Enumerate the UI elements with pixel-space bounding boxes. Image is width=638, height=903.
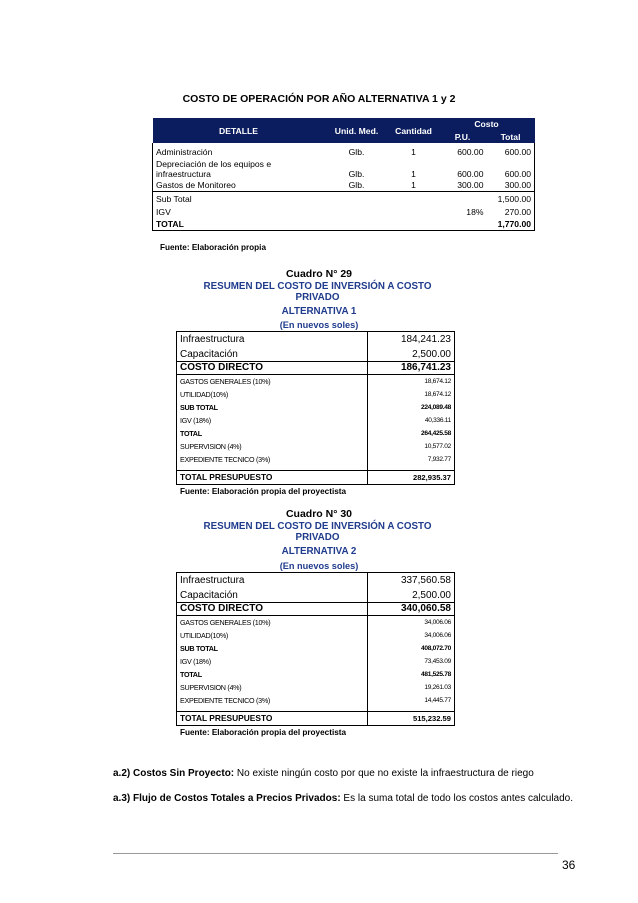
table-row bbox=[153, 179, 535, 191]
cuadro29-subtitle-line: RESUMEN DEL COSTO DE INVERSIÓN A COSTO bbox=[203, 281, 432, 292]
header-unid-med: Unid. Med. bbox=[325, 118, 389, 143]
cuadro30-subtitle-line: RESUMEN DEL COSTO DE INVERSIÓN A COSTO bbox=[203, 521, 432, 532]
header-costo: Costo bbox=[439, 118, 535, 130]
row-detalle: Gastos de Monitoreo bbox=[153, 179, 325, 191]
detail-value: 481,525.78 bbox=[367, 668, 454, 681]
row-detalle-line: Depreciación de los equipos e bbox=[156, 159, 272, 169]
directo-label: COSTO DIRECTO bbox=[177, 603, 368, 616]
cuadro30-units: (En nuevos soles) bbox=[279, 561, 359, 571]
cuadro30-subtitle bbox=[190, 521, 445, 543]
detail-value: 34,006.06 bbox=[367, 616, 454, 630]
table-row bbox=[177, 573, 455, 588]
row-unid: Glb. bbox=[348, 169, 365, 179]
detail-value: 408,072.70 bbox=[367, 642, 454, 655]
igv-row bbox=[153, 205, 535, 218]
row-unid: Glb. bbox=[348, 179, 365, 190]
table-row bbox=[177, 453, 455, 466]
table-row bbox=[177, 375, 455, 389]
igv-value: 270.00 bbox=[487, 205, 535, 218]
table-row bbox=[177, 642, 455, 655]
cuadro29-subtitle-line: PRIVADO bbox=[295, 292, 340, 303]
cuadro29-alternative: ALTERNATIVA 1 bbox=[281, 306, 357, 317]
total-value: 1,770.00 bbox=[487, 218, 535, 230]
detail-label: TOTAL bbox=[180, 670, 202, 679]
detail-label: SUB TOTAL bbox=[180, 403, 218, 412]
cuadro29-title: Cuadro N° 29 bbox=[285, 268, 353, 280]
detail-label: TOTAL bbox=[180, 429, 202, 438]
table-row bbox=[177, 388, 455, 401]
total-row bbox=[153, 218, 535, 230]
infra-label: Infraestructura bbox=[180, 334, 245, 345]
detail-value: 40,336.11 bbox=[367, 414, 454, 427]
row-total: 600.00 bbox=[487, 143, 535, 157]
footer-rule bbox=[113, 853, 558, 854]
detail-value: 264,425.58 bbox=[367, 427, 454, 440]
infra-label: Infraestructura bbox=[180, 575, 245, 586]
row-total: 600.00 bbox=[487, 157, 535, 179]
total-presupuesto-label: TOTAL PRESUPUESTO bbox=[177, 471, 368, 485]
subtotal-label: Sub Total bbox=[153, 191, 325, 205]
row-detalle-line: infraestructura bbox=[156, 169, 211, 179]
detail-value: 18,674.12 bbox=[367, 388, 454, 401]
operating-cost-title: COSTO DE OPERACIÓN POR AÑO ALTERNATIVA 1 y 2 bbox=[182, 93, 456, 105]
table-row bbox=[177, 346, 455, 362]
total-label: TOTAL bbox=[153, 218, 325, 230]
row-cantidad: 1 bbox=[411, 179, 416, 190]
table-row bbox=[177, 616, 455, 630]
table-row bbox=[177, 603, 455, 616]
row-pu: 600.00 bbox=[457, 169, 484, 179]
cuadro30-table bbox=[176, 572, 455, 726]
cuadro29-source: Fuente: Elaboración propia del proyectista bbox=[180, 487, 347, 496]
detail-value: 73,453.09 bbox=[367, 655, 454, 668]
cuadro30-subtitle-line: PRIVADO bbox=[295, 532, 340, 543]
table-row bbox=[153, 143, 535, 157]
capac-label: Capacitación bbox=[180, 590, 238, 601]
detail-value: 19,261.03 bbox=[367, 681, 454, 694]
table-row bbox=[177, 587, 455, 603]
table-row bbox=[177, 362, 455, 375]
directo-value: 186,741.23 bbox=[367, 362, 454, 375]
paragraph-a3-text: Es la suma total de todo los costos antes calculado. bbox=[340, 793, 574, 804]
subtotal-row bbox=[153, 191, 535, 205]
table-row bbox=[177, 681, 455, 694]
detail-label: IGV (18%) bbox=[180, 657, 211, 666]
header-detalle: DETALLE bbox=[153, 118, 325, 143]
detail-value: 18,674.12 bbox=[367, 375, 454, 389]
table-row bbox=[177, 401, 455, 414]
detail-label: EXPEDIENTE TECNICO (3%) bbox=[180, 455, 271, 464]
cuadro30-title: Cuadro N° 30 bbox=[285, 508, 353, 520]
row-pu: 300.00 bbox=[457, 179, 484, 190]
detail-label: GASTOS GENERALES (10%) bbox=[180, 377, 271, 386]
directo-value: 340,060.58 bbox=[367, 603, 454, 616]
operating-cost-source: Fuente: Elaboración propia bbox=[160, 243, 266, 252]
table-row bbox=[177, 668, 455, 681]
capac-label: Capacitación bbox=[180, 349, 238, 360]
row-cantidad: 1 bbox=[411, 169, 416, 179]
detail-label: GASTOS GENERALES (10%) bbox=[180, 618, 271, 627]
detail-value: 7,932.77 bbox=[367, 453, 454, 466]
table-row bbox=[177, 440, 455, 453]
table-row bbox=[177, 332, 455, 347]
detail-value: 10,577.02 bbox=[367, 440, 454, 453]
operating-cost-table bbox=[152, 118, 535, 231]
row-detalle bbox=[153, 157, 325, 179]
row-detalle: Administración bbox=[153, 143, 325, 157]
row-total: 300.00 bbox=[487, 179, 535, 191]
total-presupuesto-label: TOTAL PRESUPUESTO bbox=[177, 712, 368, 726]
detail-label: SUPERVISION (4%) bbox=[180, 683, 242, 692]
cuadro30-source: Fuente: Elaboración propia del proyectista bbox=[180, 728, 347, 737]
igv-label: IGV bbox=[153, 205, 325, 218]
table-row bbox=[177, 694, 455, 707]
paragraph-a2-text: No existe ningún costo por que no existe la infraestructura de riego bbox=[234, 768, 534, 779]
detail-value: 34,006.06 bbox=[367, 629, 454, 642]
detail-label: UTILIDAD(10%) bbox=[180, 631, 229, 640]
table-row bbox=[177, 414, 455, 427]
table-row bbox=[153, 157, 535, 179]
infra-value: 184,241.23 bbox=[367, 332, 454, 347]
cuadro29-subtitle bbox=[190, 281, 445, 303]
cuadro29-table bbox=[176, 331, 455, 485]
total-presupuesto-value: 282,935.37 bbox=[367, 471, 454, 485]
infra-value: 337,560.58 bbox=[367, 573, 454, 588]
table-row bbox=[177, 629, 455, 642]
table-row bbox=[177, 655, 455, 668]
capac-value: 2,500.00 bbox=[367, 587, 454, 603]
detail-label: IGV (18%) bbox=[180, 416, 211, 425]
paragraph-a2-heading: a.2) Costos Sin Proyecto: bbox=[113, 768, 235, 779]
header-pu: P.U. bbox=[439, 130, 487, 143]
header-cantidad: Cantidad bbox=[389, 118, 439, 143]
row-unid: Glb. bbox=[348, 147, 365, 157]
detail-label: SUB TOTAL bbox=[180, 644, 218, 653]
paragraph-a3 bbox=[113, 793, 575, 806]
directo-label: COSTO DIRECTO bbox=[177, 362, 368, 375]
capac-value: 2,500.00 bbox=[367, 346, 454, 362]
paragraph-a3-heading: a.3) Flujo de Costos Totales a Precios Privados: bbox=[113, 793, 341, 804]
subtotal-value: 1,500.00 bbox=[487, 191, 535, 205]
header-total: Total bbox=[487, 130, 535, 143]
table-row bbox=[177, 712, 455, 726]
igv-rate: 18% bbox=[466, 206, 484, 217]
detail-label: SUPERVISION (4%) bbox=[180, 442, 242, 451]
cuadro30-alternative: ALTERNATIVA 2 bbox=[281, 546, 357, 557]
detail-value: 14,445.77 bbox=[367, 694, 454, 707]
row-cantidad: 1 bbox=[411, 147, 416, 157]
detail-value: 224,089.48 bbox=[367, 401, 454, 414]
page-number: 36 bbox=[562, 858, 576, 872]
table-row bbox=[177, 471, 455, 485]
paragraph-a2 bbox=[113, 768, 575, 781]
row-pu: 600.00 bbox=[457, 147, 484, 157]
table-row bbox=[177, 427, 455, 440]
detail-label: EXPEDIENTE TECNICO (3%) bbox=[180, 696, 271, 705]
detail-label: UTILIDAD(10%) bbox=[180, 390, 229, 399]
cuadro29-units: (En nuevos soles) bbox=[279, 320, 359, 330]
total-presupuesto-value: 515,232.59 bbox=[367, 712, 454, 726]
